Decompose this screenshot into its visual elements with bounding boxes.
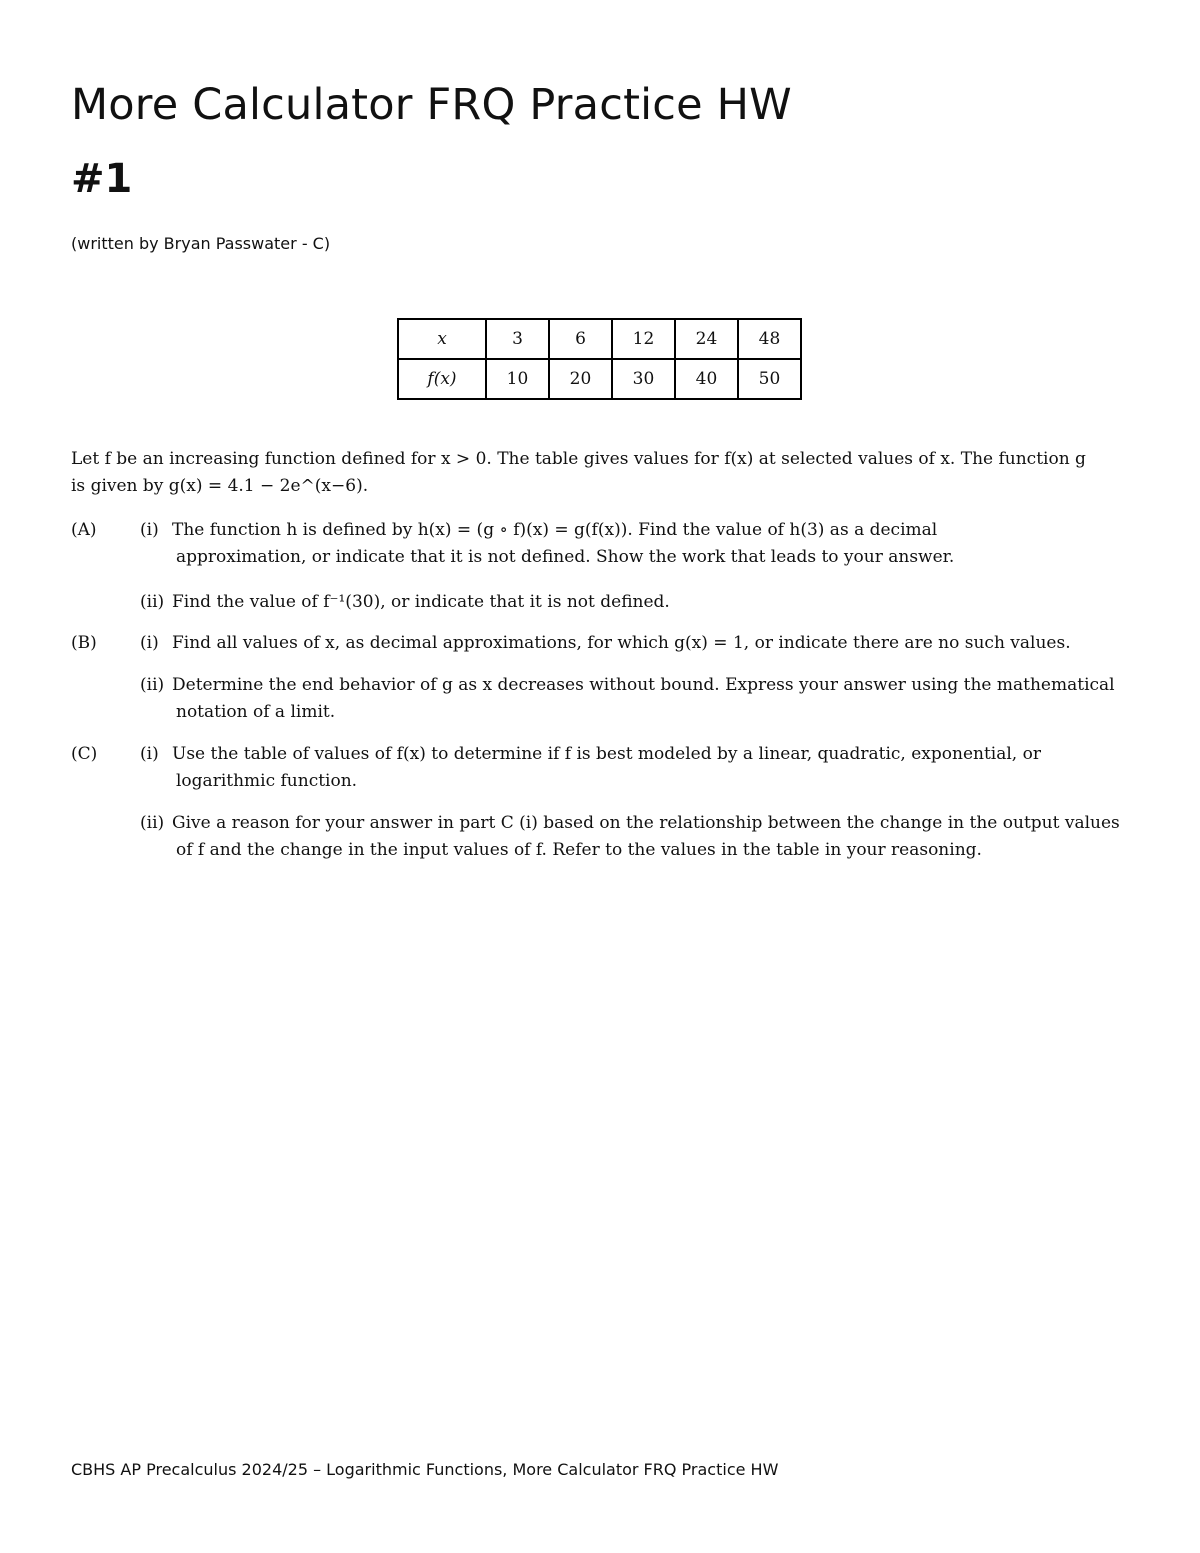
item-text-line-2: approximation, or indicate that it is not defined. Show the work that leads to your answer. (176, 547, 955, 567)
table-row-fx (398, 359, 801, 399)
table-cell: 3 (486, 319, 549, 359)
item-text-line-1: Determine the end behavior of g as x decreases without bound. Express your answer using the mathematical (172, 675, 1115, 695)
table-cell: 40 (675, 359, 738, 399)
table-cell: 6 (549, 319, 612, 359)
part-a-item-i (140, 517, 1120, 571)
item-text-line-1: Give a reason for your answer in part C (i) based on the relationship between the change in the output values (172, 813, 1120, 833)
part-b-item-ii (140, 672, 1120, 726)
table-cell: 10 (486, 359, 549, 399)
item-number: (i) (140, 744, 159, 764)
part-b-label: (B) (71, 633, 97, 653)
part-b-item-i (140, 630, 1120, 657)
part-a-item-ii (140, 589, 1120, 616)
part-a-label: (A) (71, 520, 97, 540)
item-text-line-2: of f and the change in the input values of f. Refer to the values in the table in your reasoning. (176, 840, 982, 860)
item-text-line-1: The function h is defined by h(x) = (g ∘ f)(x) = g(f(x)). Find the value of h(3) as a decimal (172, 520, 938, 540)
table-cell: 12 (612, 319, 675, 359)
author-line: (written by Bryan Passwater - C) (71, 234, 331, 253)
table-cell: 50 (738, 359, 801, 399)
part-c-label: (C) (71, 744, 98, 764)
item-number: (ii) (140, 592, 165, 612)
item-number: (ii) (140, 675, 165, 695)
item-text-line-1: Find all values of x, as decimal approximations, for which g(x) = 1, or indicate there are no such values. (172, 633, 1071, 653)
part-c-item-ii (140, 810, 1120, 864)
table-cell: 20 (549, 359, 612, 399)
table-cell: 48 (738, 319, 801, 359)
problem-intro (71, 446, 1141, 500)
table-cell: 30 (612, 359, 675, 399)
intro-line-1: Let f be an increasing function defined for x > 0. The table gives values for f(x) at selected values of x. The function g (71, 449, 1086, 469)
row-label-x: x (398, 319, 486, 359)
part-c-item-i (140, 741, 1120, 795)
table-row-x (398, 319, 801, 359)
values-table (397, 318, 802, 400)
problem-number: #1 (71, 156, 133, 202)
item-text-line-2: logarithmic function. (176, 771, 358, 791)
page-title: More Calculator FRQ Practice HW (71, 80, 792, 130)
page-footer: CBHS AP Precalculus 2024/25 – Logarithmic Functions, More Calculator FRQ Practice HW (71, 1460, 779, 1479)
item-text-line-1: Use the table of values of f(x) to determine if f is best modeled by a linear, quadratic, exponential, or (172, 744, 1041, 764)
intro-line-2: is given by g(x) = 4.1 − 2e^(x−6). (71, 476, 369, 496)
item-number: (i) (140, 633, 159, 653)
table-cell: 24 (675, 319, 738, 359)
item-text-line-1: Find the value of f⁻¹(30), or indicate that it is not defined. (172, 592, 670, 612)
row-label-fx: f(x) (398, 359, 486, 399)
item-number: (ii) (140, 813, 165, 833)
item-number: (i) (140, 520, 159, 540)
item-text-line-2: notation of a limit. (176, 702, 336, 722)
